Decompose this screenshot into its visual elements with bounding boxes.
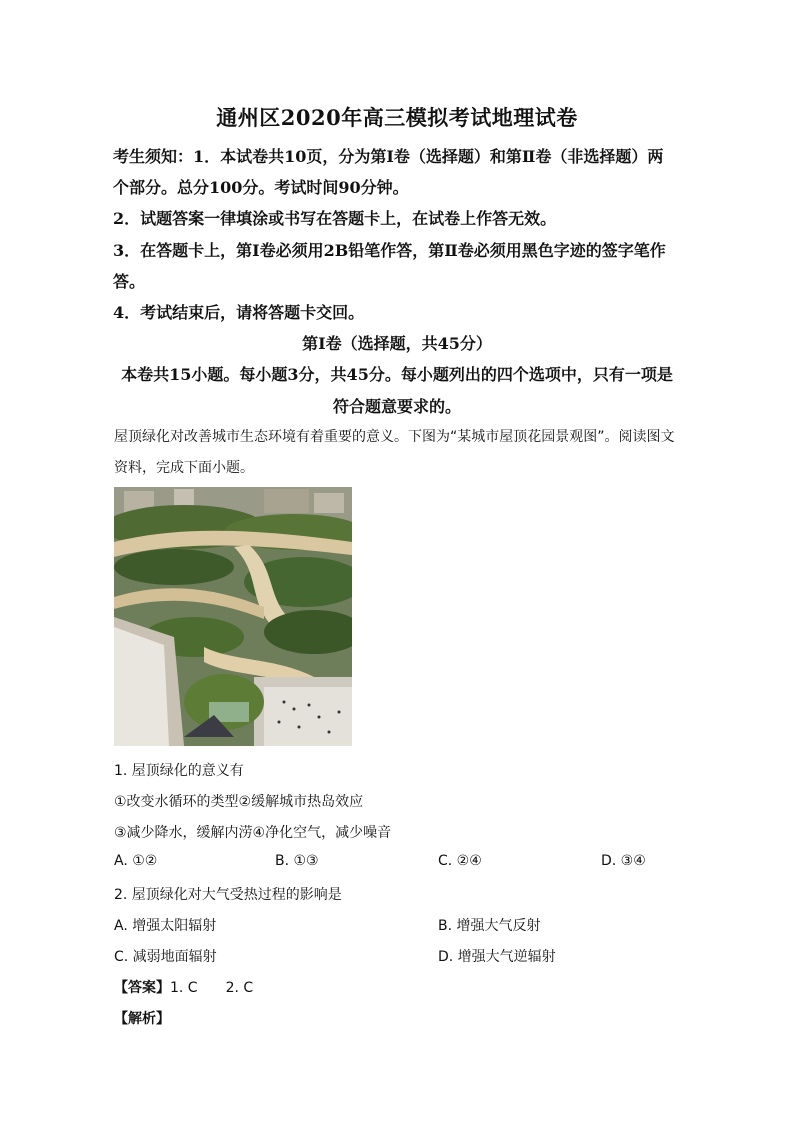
analysis-line [114,1008,170,1028]
rooftop-garden-photo [114,487,352,746]
notice-line-5: 答。 [113,272,146,291]
section-heading: 第Ⅰ卷（选择题，共45分） [302,334,492,353]
notice-line-2: 个部分。总分100分。考试时间90分钟。 [113,178,409,197]
intro-line-2: 资料，完成下面小题。 [114,460,254,476]
q1-statement-1: ①改变水循环的类型②缓解城市热岛效应 [114,794,364,810]
intro-line-1: 屋顶绿化对改善城市生态环境有着重要的意义。下图为“某城市屋顶花园景观图”。阅读图文 [114,429,675,445]
q2-option-b: B. 增强大气反射 [438,918,541,934]
page-title: 通州区2020年高三模拟考试地理试卷 [216,105,578,130]
q1-stem: 1. 屋顶绿化的意义有 [114,763,244,779]
q2-stem: 2. 屋顶绿化对大气受热过程的影响是 [114,887,342,903]
q1-option-b: B. ①③ [275,853,319,869]
q1-option-c: C. ②④ [438,853,482,869]
q1-statement-2: ③减少降水，缓解内涝④净化空气，减少噪音 [114,825,392,841]
answer-2: 2. C [225,980,254,996]
q2-option-d: D. 增强大气逆辐射 [438,949,556,965]
notice-line-4: 3．在答题卡上，第Ⅰ卷必须用2B铅笔作答，第Ⅱ卷必须用黑色字迹的签字笔作 [113,241,666,260]
analysis-tag: 【解析】 [114,1011,170,1027]
notice-line-1: 考生须知：1．本试卷共10页，分为第Ⅰ卷（选择题）和第Ⅱ卷（非选择题）两 [113,147,664,166]
answer-line [114,977,253,997]
q1-option-d: D. ③④ [601,853,646,869]
section-desc-2: 符合题意要求的。 [332,397,461,416]
q2-option-c: C. 减弱地面辐射 [114,949,217,965]
notice-line-3: 2．试题答案一律填涂或书写在答题卡上，在试卷上作答无效。 [113,209,557,228]
answer-1: 1. C [170,980,198,996]
section-desc-1: 本卷共15小题。每小题3分，共45分。每小题列出的四个选项中，只有一项是 [121,365,673,384]
q1-option-a: A. ①② [114,853,158,869]
q2-option-a: A. 增强太阳辐射 [114,918,217,934]
notice-line-6: 4．考试结束后，请将答题卡交回。 [113,303,365,322]
answer-tag: 【答案】 [114,980,170,996]
